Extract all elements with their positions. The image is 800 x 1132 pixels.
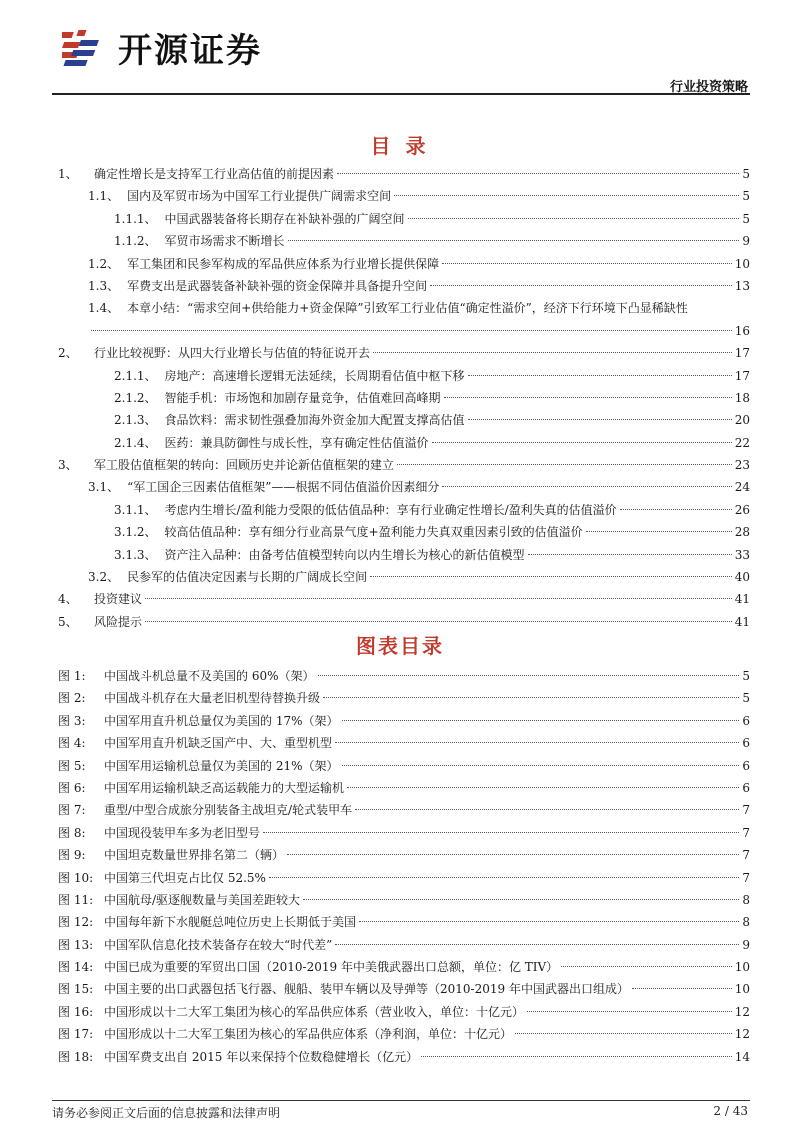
header-divider [52, 93, 750, 95]
toc-entry[interactable] [52, 566, 750, 588]
toc-entry-number: 1.3、 [88, 278, 120, 293]
toc-entry-number: 3.1.3、 [114, 547, 157, 562]
figure-entry[interactable] [52, 1023, 750, 1045]
toc-leader-dots [432, 442, 732, 443]
figure-entry-number: 图 2: [58, 691, 86, 706]
brand-logo-icon [62, 26, 110, 68]
toc-entry-page: 5 [742, 211, 750, 226]
footer-disclaimer: 请务必参阅正文后面的信息披露和法律声明 [52, 1106, 281, 1120]
toc-entry-page: 5 [742, 189, 750, 204]
toc-entry[interactable] [52, 588, 750, 610]
toc-title: 目 录 [370, 134, 430, 158]
figure-entry-title: 重型/中型合成旅分别装备主战坦克/轮式装甲车 [104, 803, 353, 818]
toc-leader-dots [408, 218, 739, 219]
figure-entry-title: 中国已成为重要的军贸出口国（2010-2019 年中美俄武器出口总额，单位：亿 TIV） [104, 960, 559, 975]
toc-leader-dots [442, 486, 731, 487]
toc-leader-dots [337, 173, 739, 174]
toc-entry-page: 18 [734, 390, 750, 405]
toc-entry-title: 资产注入品种：由备考估值模型转向以内生增长为核心的新估值模型 [164, 547, 525, 562]
toc-entry[interactable] [52, 432, 750, 454]
toc-entry-title: 军工股估值框架的转向：回顾历史并论新估值框架的建立 [94, 458, 395, 473]
toc-entry-page: 26 [734, 502, 750, 517]
toc-entry-number: 1、 [58, 167, 78, 181]
toc-leader-dots [91, 330, 732, 331]
toc-entry-title: 投资建议 [94, 592, 143, 607]
toc-entry[interactable] [52, 521, 750, 543]
toc-entry[interactable] [52, 365, 750, 387]
figure-list-title: 图表目录 [356, 634, 444, 658]
figure-entry-number: 图 17: [58, 1027, 94, 1042]
toc-entry-page: 28 [734, 525, 750, 540]
toc-leader-dots [288, 240, 739, 241]
brand-name: 开源证券 [118, 30, 262, 71]
figure-entry-page: 5 [742, 669, 750, 683]
brand-logo [62, 26, 262, 71]
toc-entry-page: 5 [742, 167, 750, 181]
toc-entry-number: 1.1、 [88, 189, 120, 204]
figure-entry-page: 6 [742, 736, 750, 751]
footer-divider [52, 1100, 750, 1101]
toc-entry[interactable] [52, 409, 750, 431]
toc-entry[interactable] [52, 476, 750, 498]
figure-entry-page: 6 [742, 713, 750, 728]
figure-entry-title: 中国每年新下水舰艇总吨位历史上长期低于美国 [104, 915, 357, 930]
figure-entry-page: 9 [742, 937, 750, 952]
toc-leader-dots [430, 285, 732, 286]
figure-entry-title: 中国军用直升机总量仅为美国的 17%（架） [104, 713, 339, 728]
figure-entry-number: 图 1: [58, 669, 86, 683]
figure-leader-dots [269, 877, 739, 878]
figure-leader-dots [515, 1033, 732, 1034]
toc-leader-dots [528, 554, 732, 555]
toc-entry[interactable] [52, 185, 750, 207]
figure-entry-page: 10 [734, 982, 750, 997]
toc-entry-title: 军工集团和民参军构成的军品供应体系为行业增长提供保障 [127, 256, 440, 271]
toc-entry[interactable] [52, 253, 750, 275]
toc-entry-page: 17 [734, 346, 750, 361]
toc-entry-number: 3.2、 [88, 570, 120, 585]
toc-entry-title: 风险提示 [94, 614, 143, 629]
figure-entry[interactable] [52, 665, 750, 687]
toc-entry-page: 33 [734, 547, 750, 562]
figure-entry-title: 中国军用运输机缺乏高运载能力的大型运输机 [104, 780, 345, 795]
figure-entry-number: 图 8: [58, 825, 86, 840]
figure-entry[interactable] [52, 1046, 750, 1068]
toc-entry-title: 医药：兼具防御性与成长性，享有确定性估值溢价 [164, 435, 429, 450]
toc-entry-number: 2、 [58, 346, 78, 361]
figure-entry[interactable] [52, 732, 750, 754]
toc-entry-number: 3、 [58, 458, 78, 473]
toc-entry[interactable] [52, 230, 750, 252]
toc-entry-number: 3.1.1、 [114, 502, 157, 517]
figure-entry[interactable] [52, 956, 750, 978]
toc-entry[interactable] [52, 208, 750, 230]
figure-entry-page: 8 [742, 892, 750, 907]
figure-leader-dots [632, 988, 732, 989]
figure-leader-dots [287, 854, 739, 855]
toc-entry[interactable] [52, 387, 750, 409]
toc-entry-title: 行业比较视野：从四大行业增长与估值的特征说开去 [94, 346, 371, 361]
toc-leader-dots [444, 397, 732, 398]
toc-leader-dots [397, 464, 732, 465]
figure-entry-number: 图 14: [58, 960, 94, 975]
toc-entry-number: 1.2、 [88, 256, 120, 271]
toc-entry-title: 中国武器装备将长期存在补缺补强的广阔空间 [164, 211, 405, 226]
toc-entry-page: 24 [734, 480, 750, 495]
toc-leader-dots [373, 352, 732, 353]
figure-entry-number: 图 7: [58, 803, 86, 818]
toc-entry-title: 本章小结：“需求空间+供给能力+资金保障”引致军工行业估值“确定性溢价”，经济下行环境下凸显稀缺性 [127, 301, 688, 316]
figure-entry-number: 图 9: [58, 848, 86, 863]
figure-leader-dots [342, 720, 740, 721]
toc-entry-title: 国内及军贸市场为中国军工行业提供广阔需求空间 [127, 189, 392, 204]
toc-entry-number: 1.1.2、 [114, 234, 157, 249]
figure-entry[interactable] [52, 777, 750, 799]
figure-entry-number: 图 11: [58, 892, 94, 907]
figure-entry[interactable] [52, 934, 750, 956]
toc-entry-page: 23 [734, 458, 750, 473]
figure-leader-dots [527, 1011, 732, 1012]
figure-leader-dots [318, 675, 740, 676]
toc-entry-title: 考虑内生增长/盈利能力受限的低估值品种：享有行业确定性增长/盈利失真的估值溢价 [164, 502, 617, 517]
page-number: 2 / 43 [713, 1104, 748, 1118]
figure-leader-dots [421, 1056, 732, 1057]
toc-entry-title: 房地产：高速增长逻辑无法延续，长周期看估值中枢下移 [164, 368, 465, 383]
figure-entry-page: 10 [734, 960, 750, 975]
toc-entry[interactable] [52, 544, 750, 566]
figure-entry-title: 中国第三代坦克占比仅 52.5% [104, 870, 266, 885]
figure-entry[interactable] [52, 687, 750, 709]
figure-entry-title: 中国军费支出自 2015 年以来保持个位数稳健增长（亿元） [104, 1049, 419, 1064]
toc-entry[interactable] [52, 454, 750, 476]
figure-entry-page: 7 [742, 848, 750, 863]
figure-leader-dots [323, 697, 739, 698]
toc-entry-number: 1.4、 [88, 301, 120, 316]
toc-entry-title: 军费支出是武器装备补缺补强的资金保障并具备提升空间 [127, 278, 428, 293]
figure-entry-number: 图 3: [58, 713, 86, 728]
toc-entry-page: 20 [734, 413, 750, 428]
figure-entry[interactable] [52, 911, 750, 933]
toc-leader-dots [620, 509, 732, 510]
figure-entry-title: 中国军队信息化技术装备存在较大“时代差” [104, 937, 333, 952]
figure-entry-title: 中国现役装甲车多为老旧型号 [104, 825, 261, 840]
figure-entry[interactable] [52, 1001, 750, 1023]
toc-entry-number: 2.1.2、 [114, 390, 157, 405]
toc-entry[interactable] [52, 320, 750, 342]
figure-entry-number: 图 18: [58, 1049, 94, 1064]
figure-entry-number: 图 6: [58, 780, 86, 795]
figure-entry-page: 12 [734, 1004, 750, 1019]
toc-leader-dots [468, 419, 732, 420]
figure-entry[interactable] [52, 867, 750, 889]
toc-entry-title: 智能手机：市场饱和加剧存量竞争，估值难回高峰期 [164, 390, 441, 405]
toc-entry-page: 22 [734, 435, 750, 450]
figure-entry-title: 中国军用直升机缺乏国产中、大、重型机型 [104, 736, 333, 751]
figure-entry-title: 中国坦克数量世界排名第二（辆） [104, 848, 285, 863]
figure-entry-page: 6 [742, 780, 750, 795]
figure-entry-page: 5 [742, 691, 750, 706]
figure-entry[interactable] [52, 799, 750, 821]
figure-leader-dots [335, 742, 739, 743]
toc-entry-number: 1.1.1、 [114, 211, 157, 226]
toc-leader-dots [468, 375, 732, 376]
toc-entry-page: 13 [734, 278, 750, 293]
figure-entry-page: 12 [734, 1027, 750, 1042]
page-header [0, 0, 800, 95]
toc-entry-page: 10 [734, 256, 750, 271]
figure-leader-dots [355, 809, 739, 810]
toc-leader-dots [586, 531, 732, 532]
figure-entry-title: 中国主要的出口武器包括飞行器、舰船、装甲车辆以及导弹等（2010-2019 年中国武器出口组成） [104, 982, 629, 997]
figure-entry-page: 7 [742, 870, 750, 885]
toc-entry[interactable] [52, 163, 750, 185]
toc-entry-page: 17 [734, 368, 750, 383]
figure-entry[interactable] [52, 844, 750, 866]
toc-entry-title: “军工国企三因素估值框架”——根据不同估值溢价因素细分 [127, 480, 440, 495]
toc-leader-dots [370, 576, 732, 577]
toc-entry-page: 41 [734, 592, 750, 607]
toc-entry-number: 2.1.4、 [114, 435, 157, 450]
figure-entry-page: 8 [742, 915, 750, 930]
toc-entry-page: 16 [734, 323, 750, 338]
toc-entry-number: 3.1.2、 [114, 525, 157, 540]
toc-entry-number: 4、 [58, 592, 78, 607]
toc-entry-title: 军贸市场需求不断增长 [164, 234, 285, 249]
figure-entry[interactable] [52, 889, 750, 911]
toc-leader-dots [145, 621, 732, 622]
figure-entry-title: 中国战斗机总量不及美国的 60%（架） [104, 669, 315, 683]
figure-entry-page: 14 [734, 1049, 750, 1064]
toc-list [52, 163, 750, 633]
toc-entry[interactable] [52, 499, 750, 521]
toc-entry-title: 较高估值品种：享有细分行业高景气度+盈利能力失真双重因素引致的估值溢价 [164, 525, 583, 540]
figure-entry-number: 图 10: [58, 870, 94, 885]
figure-entry[interactable] [52, 710, 750, 732]
toc-entry-page: 40 [734, 570, 750, 585]
toc-entry-number: 3.1、 [88, 480, 120, 495]
figure-entry-number: 图 15: [58, 982, 94, 997]
figure-leader-dots [359, 921, 739, 922]
figure-entry-page: 6 [742, 758, 750, 773]
toc-entry-title: 民参军的估值决定因素与长期的广阔成长空间 [127, 570, 368, 585]
figure-entry-number: 图 4: [58, 736, 86, 751]
figure-leader-dots [303, 899, 739, 900]
figure-entry-number: 图 13: [58, 937, 94, 952]
figure-leader-dots [342, 765, 740, 766]
figure-entry-title: 中国形成以十二大军工集团为核心的军品供应体系（净利润，单位：十亿元） [104, 1027, 513, 1042]
figure-entry-number: 图 16: [58, 1004, 94, 1019]
figure-entry-page: 7 [742, 803, 750, 818]
figure-entry[interactable] [52, 978, 750, 1000]
toc-entry[interactable] [52, 342, 750, 364]
figure-entry-number: 图 5: [58, 758, 86, 773]
figure-entry-title: 中国形成以十二大军工集团为核心的军品供应体系（营业收入，单位：十亿元） [104, 1004, 525, 1019]
toc-entry-title: 确定性增长是支持军工行业高估值的前提因素 [94, 167, 335, 181]
figure-entry-number: 图 12: [58, 915, 94, 930]
toc-entry-title: 食品饮料：需求韧性强叠加海外资金加大配置支撑高估值 [164, 413, 465, 428]
toc-entry[interactable] [52, 297, 750, 319]
toc-leader-dots [442, 263, 732, 264]
figure-entry-page: 7 [742, 825, 750, 840]
figure-entry-title: 中国战斗机存在大量老旧机型待替换升级 [104, 691, 321, 706]
toc-leader-dots [145, 598, 732, 599]
toc-entry[interactable] [52, 275, 750, 297]
figure-entry[interactable] [52, 755, 750, 777]
toc-entry-number: 2.1.1、 [114, 368, 157, 383]
toc-entry-page: 41 [734, 614, 750, 629]
figure-entry-title: 中国军用运输机总量仅为美国的 21%（架） [104, 758, 339, 773]
figure-leader-dots [561, 966, 732, 967]
figure-entry[interactable] [52, 822, 750, 844]
toc-leader-dots [394, 195, 739, 196]
figure-leader-dots [335, 944, 739, 945]
figure-leader-dots [263, 832, 739, 833]
toc-entry-number: 2.1.3、 [114, 413, 157, 428]
figure-list [52, 665, 750, 1068]
document-type: 行业投资策略 [669, 80, 748, 95]
figure-leader-dots [347, 787, 739, 788]
figure-entry-title: 中国航母/驱逐舰数量与美国差距较大 [104, 892, 301, 907]
toc-entry-number: 5、 [58, 614, 78, 629]
toc-entry-page: 9 [742, 234, 750, 249]
